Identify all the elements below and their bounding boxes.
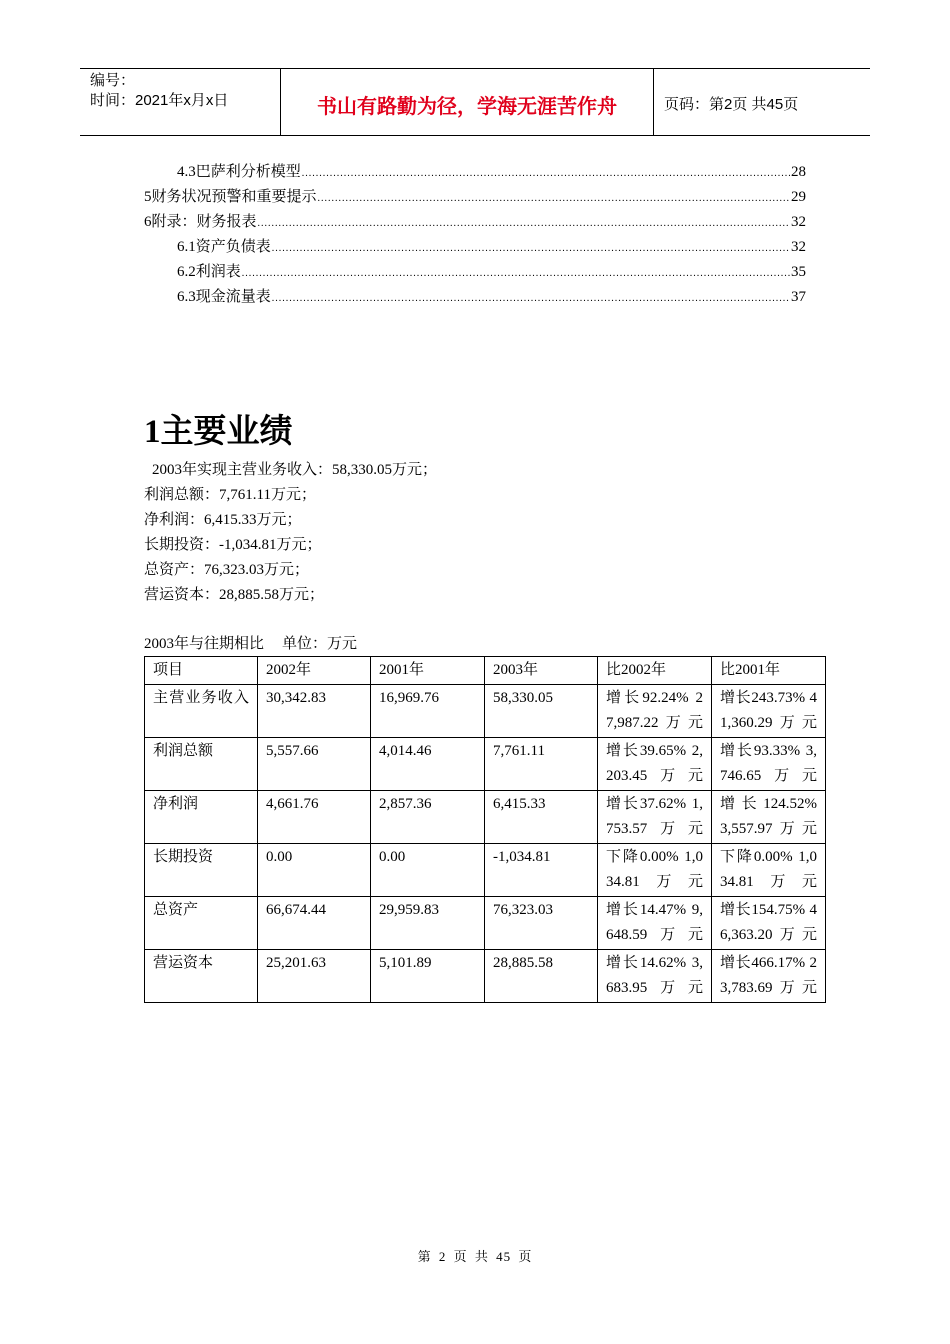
- change-cell: 增长154.75% 46,363.20万元: [712, 897, 826, 950]
- caption-unit: 单位：万元: [282, 636, 358, 652]
- toc-leader: [258, 211, 790, 236]
- time-label: 时间：2021年x月x日: [90, 92, 229, 109]
- change-cell: 增长92.24% 27,987.22万元: [598, 685, 712, 738]
- item-cell: 净利润: [145, 791, 258, 844]
- toc-leader: [318, 186, 790, 211]
- header-meta: [80, 69, 281, 135]
- change-cell: 增长14.47% 9,648.59万元: [598, 897, 712, 950]
- item-cell: 总资产: [145, 897, 258, 950]
- value-cell: 0.00: [258, 844, 371, 897]
- fact-line: 利润总额：7,761.11万元；: [144, 487, 316, 503]
- value-cell: 5,557.66: [258, 738, 371, 791]
- toc-entry[interactable]: [144, 285, 806, 310]
- item-cell: 营运资本: [145, 950, 258, 1003]
- table-row: [145, 685, 826, 738]
- table-header-row: [145, 657, 826, 685]
- toc-entry[interactable]: [144, 260, 806, 285]
- value-cell: 6,415.33: [485, 791, 598, 844]
- fact-line: 长期投资：-1,034.81万元；: [144, 537, 322, 553]
- toc-page: 35: [791, 264, 806, 280]
- toc-entry[interactable]: [144, 160, 806, 185]
- change-cell: 下降0.00% 1,034.81万元: [598, 844, 712, 897]
- toc-page: 29: [791, 189, 806, 205]
- table-of-contents: [144, 160, 806, 310]
- toc-title: 6附录：财务报表: [144, 214, 257, 230]
- value-cell: 7,761.11: [485, 738, 598, 791]
- toc-leader: [302, 161, 790, 186]
- toc-title: 5财务状况预警和重要提示: [144, 189, 317, 205]
- comparison-table: [144, 656, 826, 1003]
- item-cell: 主营业务收入: [145, 685, 258, 738]
- value-cell: 76,323.03: [485, 897, 598, 950]
- item-cell: 长期投资: [145, 844, 258, 897]
- number-label: 编号：: [90, 72, 136, 89]
- toc-entry[interactable]: [144, 185, 806, 210]
- change-cell: 增长14.62% 3,683.95万元: [598, 950, 712, 1003]
- change-cell: 增长93.33% 3,746.65万元: [712, 738, 826, 791]
- header-cell: 比2001年: [712, 657, 826, 685]
- change-cell: 下降0.00% 1,034.81万元: [712, 844, 826, 897]
- change-cell: 增长124.52% 3,557.97万元: [712, 791, 826, 844]
- value-cell: 5,101.89: [371, 950, 485, 1003]
- toc-leader: [242, 261, 790, 286]
- fact-line: 净利润：6,415.33万元；: [144, 512, 302, 528]
- value-cell: 16,969.76: [371, 685, 485, 738]
- value-cell: 2,857.36: [371, 791, 485, 844]
- toc-title: 6.1资产负债表: [177, 239, 271, 255]
- page-footer: 第 2 页 共 45 页: [417, 1249, 533, 1264]
- table-row: [145, 738, 826, 791]
- value-cell: 4,661.76: [258, 791, 371, 844]
- value-cell: 4,014.46: [371, 738, 485, 791]
- toc-page: 28: [791, 164, 806, 180]
- table-caption: [144, 632, 357, 656]
- fact-line: 营运资本：28,885.58万元；: [144, 587, 325, 603]
- value-cell: 28,885.58: [485, 950, 598, 1003]
- value-cell: 66,674.44: [258, 897, 371, 950]
- toc-page: 32: [791, 214, 806, 230]
- value-cell: 58,330.05: [485, 685, 598, 738]
- toc-title: 4.3巴萨利分析模型: [177, 164, 301, 180]
- value-cell: 0.00: [371, 844, 485, 897]
- toc-entry[interactable]: [144, 210, 806, 235]
- toc-leader: [272, 236, 790, 261]
- header-page-label: 页码：第2页 共45页: [664, 95, 799, 113]
- toc-page: 37: [791, 289, 806, 305]
- header-cell: 2002年: [258, 657, 371, 685]
- header-cell: 2001年: [371, 657, 485, 685]
- table-row: [145, 791, 826, 844]
- toc-page: 32: [791, 239, 806, 255]
- toc-leader: [272, 286, 790, 311]
- key-facts: [144, 458, 437, 608]
- fact-line: 总资产：76,323.03万元；: [144, 562, 310, 578]
- header-cell: 项目: [145, 657, 258, 685]
- toc-title: 6.3现金流量表: [177, 289, 271, 305]
- header-motto: 书山有路勤为径，学海无涯苦作舟: [281, 69, 654, 135]
- caption-text: 2003年与往期相比: [144, 636, 265, 652]
- item-cell: 利润总额: [145, 738, 258, 791]
- table-row: [145, 897, 826, 950]
- change-cell: 增长466.17% 23,783.69万元: [712, 950, 826, 1003]
- section-heading: 1主要业绩: [144, 414, 293, 450]
- value-cell: 29,959.83: [371, 897, 485, 950]
- toc-entry[interactable]: [144, 235, 806, 260]
- value-cell: 30,342.83: [258, 685, 371, 738]
- table-row: [145, 844, 826, 897]
- header-cell: 2003年: [485, 657, 598, 685]
- value-cell: -1,034.81: [485, 844, 598, 897]
- change-cell: 增长39.65% 2,203.45万元: [598, 738, 712, 791]
- table-row: [145, 950, 826, 1003]
- toc-title: 6.2利润表: [177, 264, 241, 280]
- document-header: [80, 68, 870, 136]
- change-cell: 增长243.73% 41,360.29万元: [712, 685, 826, 738]
- change-cell: 增长37.62% 1,753.57万元: [598, 791, 712, 844]
- header-cell: 比2002年: [598, 657, 712, 685]
- value-cell: 25,201.63: [258, 950, 371, 1003]
- fact-line: 2003年实现主营业务收入：58,330.05万元；: [152, 462, 438, 478]
